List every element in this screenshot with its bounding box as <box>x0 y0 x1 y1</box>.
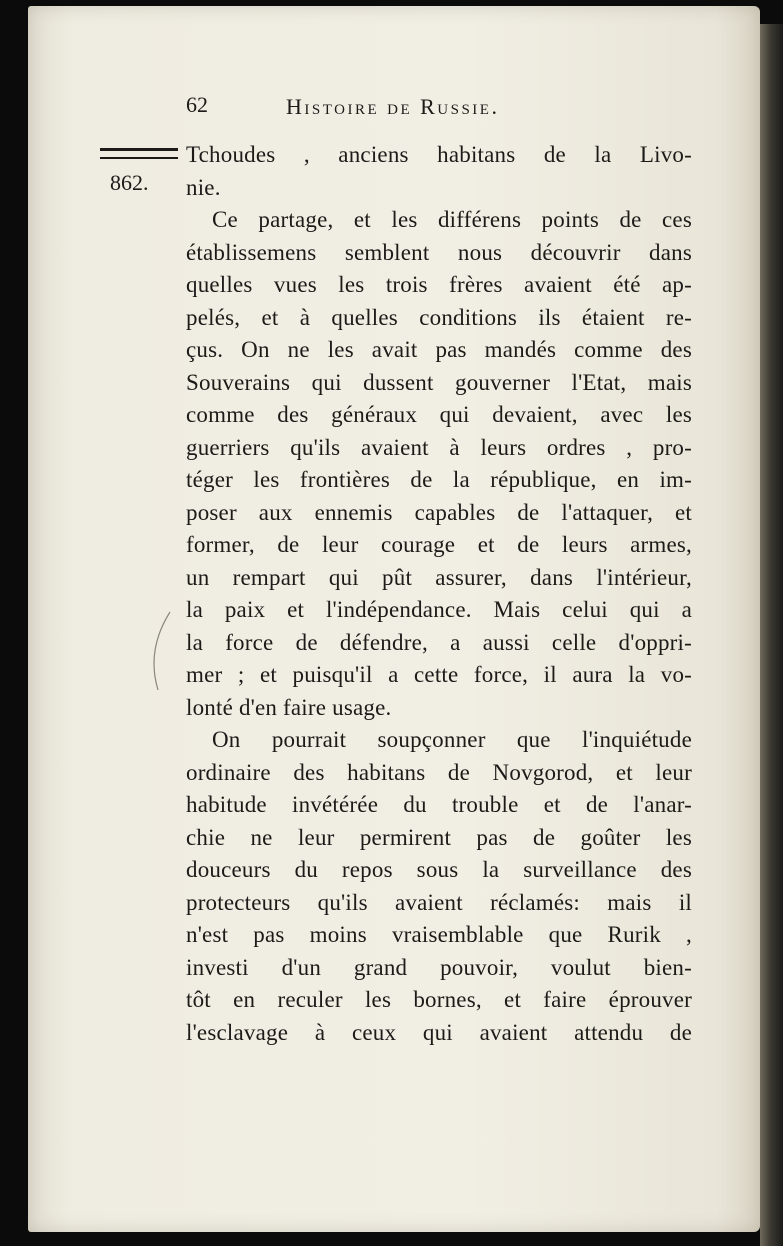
text-line: Souverains qui dussent gouverner l'Etat, mais <box>186 369 692 395</box>
text-line: lonté d'en faire usage. <box>186 694 392 720</box>
book-edge <box>760 24 783 1246</box>
text-line: nie. <box>186 174 221 200</box>
margin-rule <box>100 148 178 159</box>
running-title: Histoire de Russie. <box>286 94 500 119</box>
text-line: pelés, et à quelles conditions ils étaient re- <box>186 304 692 330</box>
text-line: établissemens semblent nous découvrir dans <box>186 239 692 265</box>
text-line: tôt en reculer les bornes, et faire éprouver <box>186 987 692 1012</box>
text-line: mer ; et puisqu'il a cette force, il aura la vo- <box>186 662 692 687</box>
text-line: la force de défendre, a aussi celle d'oppri- <box>186 629 692 655</box>
text-line: poser aux ennemis capables de l'attaquer, et <box>186 499 692 525</box>
text-line: Tchoudes , anciens habitans de la Livo- <box>186 142 692 167</box>
text-line: téger les frontières de la république, en im- <box>186 467 692 492</box>
text-line: quelles vues les trois frères avaient été ap- <box>186 272 692 297</box>
text-line: protecteurs qu'ils avaient réclamés: mais il <box>186 889 692 915</box>
text-line: habitude invétérée du trouble et de l'anar- <box>186 792 692 817</box>
text-line: former, de leur courage et de leurs armes, <box>186 532 692 557</box>
text-line: çus. On ne les avait pas mandés comme des <box>186 337 692 362</box>
text-line: chie ne leur permirent pas de goûter les <box>186 824 692 850</box>
text-line: On pourrait soupçonner que l'inquiétude <box>212 727 692 752</box>
text-line: la paix et l'indépendance. Mais celui qui a <box>186 597 692 622</box>
margin-year: 862. <box>110 170 149 195</box>
text-line: comme des généraux qui devaient, avec les <box>186 402 692 427</box>
text-line: investi d'un grand pouvoir, voulut bien- <box>186 954 692 980</box>
text-line: guerriers qu'ils avaient à leurs ordres , pro- <box>186 434 692 460</box>
text-line: un rempart qui pût assurer, dans l'intérieur, <box>186 564 692 590</box>
pencil-mark <box>140 610 180 710</box>
text-line: douceurs du repos sous la surveillance des <box>186 857 692 882</box>
text-line: ordinaire des habitans de Novgorod, et leur <box>186 759 692 785</box>
page-number: 62 <box>186 92 208 117</box>
text-line: n'est pas moins vraisemblable que Rurik , <box>186 922 692 947</box>
text-line: Ce partage, et les différens points de ces <box>212 207 692 232</box>
text-line: l'esclavage à ceux qui avaient attendu de <box>186 1019 692 1045</box>
